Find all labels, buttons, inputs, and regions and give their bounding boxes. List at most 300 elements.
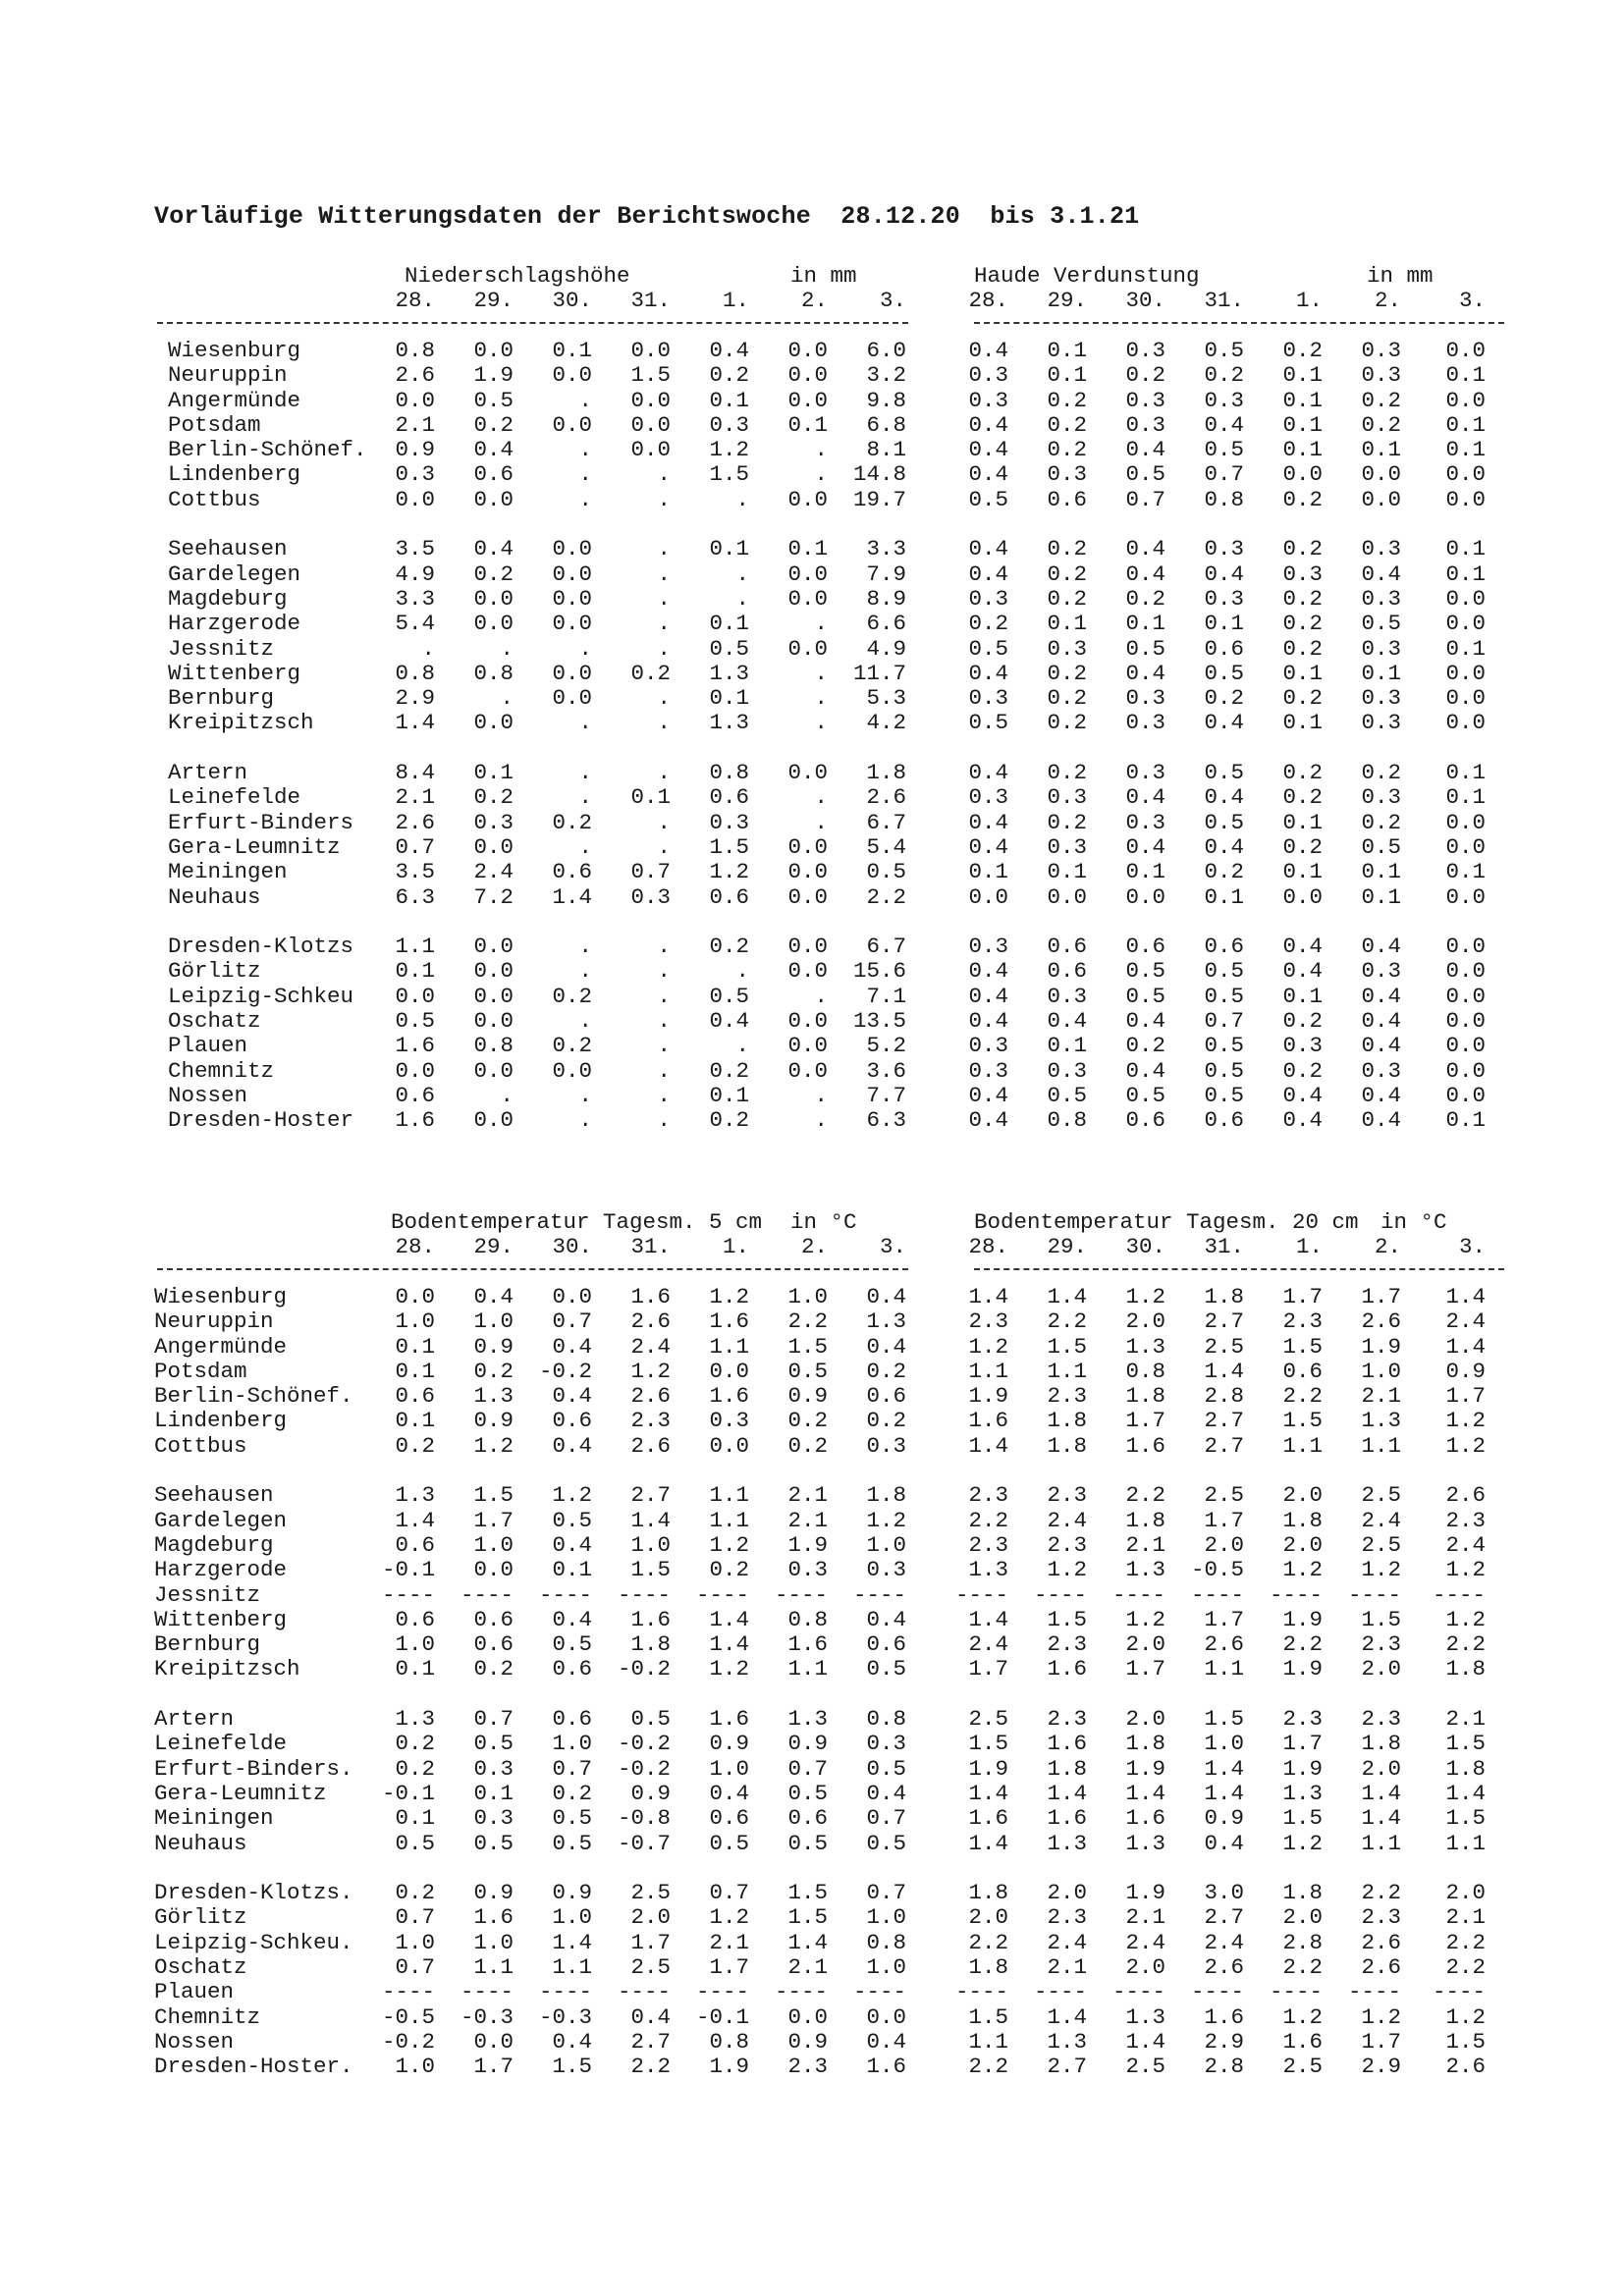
value-cell: ---- <box>617 1581 671 1608</box>
value-cell: 0.7 <box>395 1954 435 1981</box>
value-cell: 1.6 <box>709 1308 749 1335</box>
value-cell: . <box>657 611 671 637</box>
value-cell: 0.4 <box>968 958 1008 985</box>
value-cell: 0.9 <box>787 1383 828 1410</box>
value-cell: 0.1 <box>395 958 435 985</box>
value-cell: 2.4 <box>630 1333 671 1360</box>
value-cell: 0.2 <box>709 934 749 960</box>
value-cell: 0.3 <box>1282 1033 1323 1059</box>
value-cell: 1.0 <box>1204 1731 1244 1757</box>
value-cell: 0.0 <box>473 1557 514 1583</box>
value-cell: ---- <box>954 1979 1008 2005</box>
value-cell: . <box>657 833 671 860</box>
value-cell: 2.3 <box>1282 1706 1323 1733</box>
value-cell: 0.6 <box>709 883 749 910</box>
value-cell: . <box>735 585 749 612</box>
value-cell: 0.0 <box>473 1057 514 1084</box>
value-cell: . <box>814 1107 828 1134</box>
value-cell: 0.3 <box>968 362 1008 389</box>
value-cell: 1.0 <box>395 1308 435 1335</box>
value-cell: 2.2 <box>866 883 906 910</box>
value-cell: 0.2 <box>473 1358 514 1384</box>
value-cell: 0.1 <box>1125 859 1165 885</box>
value-cell: 0.7 <box>395 833 435 860</box>
value-cell: 2.7 <box>1204 1904 1244 1931</box>
value-cell: 0.2 <box>1282 635 1323 662</box>
value-cell: 0.2 <box>1125 585 1165 612</box>
value-cell: 0.1 <box>1204 883 1244 910</box>
value-cell: 2.0 <box>1125 1706 1165 1733</box>
value-cell: 1.1 <box>968 1358 1008 1384</box>
value-cell: 1.9 <box>787 1531 828 1558</box>
value-cell: 0.0 <box>630 387 671 413</box>
value-cell: 1.8 <box>1282 1507 1323 1533</box>
value-cell: 0.3 <box>866 1731 906 1757</box>
value-cell: 0.5 <box>1204 1082 1244 1108</box>
value-cell: 19.7 <box>852 486 906 512</box>
soil-temp-5cm-rule <box>157 1268 908 1270</box>
value-cell: 1.6 <box>1047 1731 1087 1757</box>
value-cell: 2.6 <box>1361 1308 1401 1335</box>
station-name: Plauen <box>154 1979 235 2005</box>
value-cell: . <box>500 635 514 662</box>
value-cell: 2.1 <box>787 1507 828 1533</box>
station-name: Angermünde <box>154 1333 288 1360</box>
value-cell: 0.6 <box>1047 486 1087 512</box>
value-cell: 5.4 <box>866 833 906 860</box>
value-cell: 7.2 <box>473 883 514 910</box>
value-cell: 0.2 <box>709 1057 749 1084</box>
precipitation-rule <box>157 322 908 324</box>
value-cell: 0.0 <box>1282 883 1323 910</box>
value-cell: ---- <box>617 1979 671 2005</box>
value-cell: 2.3 <box>787 2054 828 2080</box>
value-cell: 0.1 <box>1282 859 1323 885</box>
value-cell: 2.2 <box>1445 1954 1486 1981</box>
value-cell: 1.1 <box>1361 1432 1401 1459</box>
value-cell: 1.2 <box>1445 1432 1486 1459</box>
value-cell: 2.6 <box>1361 1929 1401 1955</box>
value-cell: 0.1 <box>1445 561 1486 587</box>
value-cell: 1.0 <box>709 1755 749 1782</box>
value-cell: 1.4 <box>709 1606 749 1632</box>
station-name: Gardelegen <box>168 561 301 587</box>
value-cell: 2.5 <box>968 1706 1008 1733</box>
value-cell: 0.5 <box>1204 1057 1244 1084</box>
upper-header-day-a: 2. <box>800 288 828 313</box>
value-cell: 3.2 <box>866 362 906 389</box>
value-cell: 2.7 <box>630 2028 671 2055</box>
value-cell: 2.3 <box>1361 1631 1401 1658</box>
value-cell: . <box>814 461 828 488</box>
value-cell: ---- <box>695 1581 749 1608</box>
value-cell: 0.9 <box>1204 1805 1244 1832</box>
value-cell: 0.2 <box>1047 585 1087 612</box>
value-cell: 0.0 <box>473 1008 514 1035</box>
value-cell: 0.5 <box>395 1830 435 1856</box>
value-cell: 0.3 <box>1361 958 1401 985</box>
value-cell: 0.2 <box>473 561 514 587</box>
value-cell: 0.4 <box>968 437 1008 463</box>
value-cell: 2.0 <box>1282 1482 1323 1509</box>
value-cell: 0.0 <box>630 411 671 438</box>
value-cell: 6.6 <box>866 611 906 637</box>
value-cell: -0.2 <box>538 1358 592 1384</box>
value-cell: 2.1 <box>709 1929 749 1955</box>
value-cell: 0.2 <box>1047 387 1087 413</box>
value-cell: 0.0 <box>787 760 828 786</box>
value-cell: . <box>578 958 592 985</box>
value-cell: 1.7 <box>1282 1731 1323 1757</box>
value-cell: 0.3 <box>1125 809 1165 835</box>
value-cell: 1.4 <box>1047 1284 1087 1309</box>
value-cell: 1.4 <box>1445 1284 1486 1309</box>
station-name: Chemnitz <box>154 2003 261 2030</box>
value-cell: 1.1 <box>552 1954 592 1981</box>
value-cell: 2.3 <box>630 1408 671 1434</box>
value-cell: 0.0 <box>1445 1033 1486 1059</box>
value-cell: 2.0 <box>1204 1531 1244 1558</box>
value-cell: 0.3 <box>1125 411 1165 438</box>
value-cell: 5.2 <box>866 1033 906 1059</box>
value-cell: 2.1 <box>1047 1954 1087 1981</box>
value-cell: 1.4 <box>552 1929 592 1955</box>
value-cell: 0.6 <box>552 1656 592 1682</box>
value-cell: 1.8 <box>1125 1383 1165 1410</box>
value-cell: 0.1 <box>1047 362 1087 389</box>
value-cell: 1.3 <box>473 1383 514 1410</box>
value-cell: 1.1 <box>395 934 435 960</box>
value-cell: 0.4 <box>1361 934 1401 960</box>
station-name: Leipzig-Schkeu. <box>154 1929 353 1955</box>
value-cell: 2.2 <box>968 1929 1008 1955</box>
value-cell: 0.4 <box>1204 710 1244 736</box>
value-cell: 0.8 <box>709 760 749 786</box>
value-cell: 1.7 <box>1125 1656 1165 1682</box>
value-cell: 0.4 <box>1125 437 1165 463</box>
value-cell: 2.3 <box>1047 1482 1087 1509</box>
value-cell: ---- <box>1033 1979 1087 2005</box>
value-cell: 0.7 <box>1204 1008 1244 1035</box>
value-cell: 2.4 <box>968 1631 1008 1658</box>
value-cell: 0.5 <box>1361 611 1401 637</box>
value-cell: 0.0 <box>1445 710 1486 736</box>
value-cell: 1.9 <box>1125 1755 1165 1782</box>
value-cell: 1.2 <box>552 1482 592 1509</box>
value-cell: 2.3 <box>1282 1308 1323 1335</box>
page-title: Vorläufige Witterungsdaten der Berichtswoche 28.12.20 bis 3.1.21 <box>154 202 1140 231</box>
value-cell: 8.1 <box>866 437 906 463</box>
value-cell: 1.6 <box>1125 1432 1165 1459</box>
value-cell: 0.0 <box>1445 338 1486 363</box>
value-cell: 1.3 <box>1361 1408 1401 1434</box>
lower-header-day-a: 28. <box>395 1234 435 1259</box>
value-cell: 2.5 <box>1204 1333 1244 1360</box>
station-name: Harzgerode <box>168 611 301 637</box>
value-cell: 0.9 <box>787 1731 828 1757</box>
value-cell: 0.9 <box>473 1333 514 1360</box>
value-cell: 0.0 <box>473 585 514 612</box>
value-cell: 1.0 <box>473 1308 514 1335</box>
station-name: Potsdam <box>168 411 261 438</box>
value-cell: 0.5 <box>1204 809 1244 835</box>
station-name: Bernburg <box>168 685 275 712</box>
value-cell: 0.2 <box>1282 760 1323 786</box>
value-cell: 1.6 <box>395 1033 435 1059</box>
value-cell: ---- <box>1111 1979 1165 2005</box>
lower-header-day-a: 29. <box>473 1234 514 1259</box>
value-cell: 0.3 <box>1125 387 1165 413</box>
value-cell: 0.2 <box>866 1408 906 1434</box>
value-cell: 0.0 <box>968 883 1008 910</box>
value-cell: 0.0 <box>473 338 514 363</box>
station-name: Wittenberg <box>154 1606 288 1632</box>
value-cell: 2.4 <box>1047 1929 1087 1955</box>
value-cell: 2.9 <box>1204 2028 1244 2055</box>
value-cell: 0.6 <box>473 1631 514 1658</box>
value-cell: 2.3 <box>968 1308 1008 1335</box>
value-cell: 0.0 <box>473 710 514 736</box>
value-cell: 0.0 <box>395 387 435 413</box>
value-cell: 0.1 <box>1125 611 1165 637</box>
value-cell: 3.0 <box>1204 1880 1244 1906</box>
value-cell: 0.8 <box>866 1706 906 1733</box>
value-cell: 2.1 <box>787 1482 828 1509</box>
value-cell: 1.5 <box>968 1731 1008 1757</box>
value-cell: . <box>657 760 671 786</box>
value-cell: 1.9 <box>709 2054 749 2080</box>
station-name: Wiesenburg <box>154 1284 288 1309</box>
value-cell: 0.6 <box>552 1706 592 1733</box>
station-name: Neuhaus <box>168 883 261 910</box>
value-cell: 0.5 <box>1204 760 1244 786</box>
value-cell: . <box>814 437 828 463</box>
value-cell: 13.5 <box>852 1008 906 1035</box>
value-cell: 0.2 <box>1204 859 1244 885</box>
value-cell: 3.3 <box>395 585 435 612</box>
value-cell: 0.2 <box>1361 760 1401 786</box>
value-cell: 1.5 <box>1445 1805 1486 1832</box>
value-cell: 1.5 <box>787 1333 828 1360</box>
value-cell: 0.1 <box>552 338 592 363</box>
value-cell: 0.4 <box>1125 784 1165 811</box>
value-cell: 0.2 <box>473 411 514 438</box>
value-cell: 0.2 <box>1282 611 1323 637</box>
value-cell: 2.2 <box>1282 1954 1323 1981</box>
value-cell: ---- <box>460 1581 514 1608</box>
value-cell: 0.4 <box>1204 561 1244 587</box>
value-cell: 1.4 <box>1047 2003 1087 2030</box>
value-cell: -0.5 <box>381 2003 435 2030</box>
value-cell: 0.3 <box>1047 461 1087 488</box>
value-cell: 0.4 <box>552 1333 592 1360</box>
value-cell: 0.9 <box>709 1731 749 1757</box>
value-cell: 0.2 <box>552 983 592 1009</box>
value-cell: 0.4 <box>968 1107 1008 1134</box>
value-cell: 0.3 <box>968 685 1008 712</box>
value-cell: 0.3 <box>1361 685 1401 712</box>
value-cell: 0.5 <box>866 859 906 885</box>
value-cell: 0.4 <box>1125 833 1165 860</box>
value-cell: 0.0 <box>1445 1057 1486 1084</box>
value-cell: 0.7 <box>866 1880 906 1906</box>
value-cell: 1.6 <box>630 1284 671 1309</box>
value-cell: 0.2 <box>1282 1057 1323 1084</box>
value-cell: 1.2 <box>1282 1830 1323 1856</box>
value-cell: 1.8 <box>866 760 906 786</box>
value-cell: 0.0 <box>552 1284 592 1309</box>
value-cell: 6.3 <box>866 1107 906 1134</box>
station-name: Artern <box>154 1706 235 1733</box>
value-cell: 1.3 <box>709 660 749 686</box>
value-cell: ---- <box>774 1979 828 2005</box>
value-cell: 1.3 <box>968 1557 1008 1583</box>
value-cell: 1.7 <box>1204 1606 1244 1632</box>
value-cell: 0.8 <box>866 1929 906 1955</box>
value-cell: 2.7 <box>630 1482 671 1509</box>
value-cell: 0.4 <box>968 760 1008 786</box>
value-cell: 1.5 <box>1204 1706 1244 1733</box>
value-cell: 2.3 <box>1047 1706 1087 1733</box>
evaporation-unit: in mm <box>1367 263 1434 289</box>
value-cell: 0.3 <box>968 585 1008 612</box>
upper-header-day-a: 1. <box>722 288 749 313</box>
station-name: Lindenberg <box>154 1408 288 1434</box>
station-name: Berlin-Schönef. <box>154 1383 353 1410</box>
value-cell: 1.0 <box>395 1631 435 1658</box>
value-cell: 2.4 <box>473 859 514 885</box>
value-cell: 0.1 <box>1047 859 1087 885</box>
station-name: Neuhaus <box>154 1830 247 1856</box>
value-cell: 0.0 <box>787 338 828 363</box>
station-name: Magdeburg <box>154 1531 274 1558</box>
value-cell: 0.3 <box>1361 536 1401 562</box>
value-cell: 0.1 <box>1361 883 1401 910</box>
value-cell: . <box>657 958 671 985</box>
value-cell: 0.1 <box>473 1780 514 1806</box>
value-cell: 0.4 <box>1204 784 1244 811</box>
value-cell: 0.3 <box>1361 362 1401 389</box>
value-cell: 0.4 <box>473 536 514 562</box>
value-cell: 2.8 <box>1282 1929 1323 1955</box>
station-name: Jessnitz <box>154 1581 261 1608</box>
value-cell: 0.0 <box>1445 833 1486 860</box>
value-cell: 0.2 <box>1282 536 1323 562</box>
station-name: Dresden-Klotzs. <box>154 1880 353 1906</box>
value-cell: 0.4 <box>968 411 1008 438</box>
value-cell: 0.1 <box>1445 362 1486 389</box>
value-cell: -0.3 <box>460 2003 514 2030</box>
value-cell: 1.4 <box>1204 1755 1244 1782</box>
value-cell: 0.8 <box>1125 1358 1165 1384</box>
value-cell: 0.1 <box>1282 387 1323 413</box>
value-cell: 4.2 <box>866 710 906 736</box>
value-cell: 0.1 <box>395 1408 435 1434</box>
station-name: Chemnitz <box>168 1057 275 1084</box>
value-cell: . <box>814 983 828 1009</box>
value-cell: 0.4 <box>1125 660 1165 686</box>
value-cell: 2.1 <box>1125 1531 1165 1558</box>
value-cell: 1.4 <box>1445 1780 1486 1806</box>
soil-temp-20cm-title: Bodentemperatur Tagesm. 20 cm <box>974 1209 1359 1235</box>
value-cell: 0.7 <box>866 1805 906 1832</box>
upper-header-day-b: 1. <box>1295 288 1323 313</box>
value-cell: 0.6 <box>1047 934 1087 960</box>
value-cell: 0.0 <box>473 833 514 860</box>
value-cell: . <box>657 561 671 587</box>
value-cell: 2.0 <box>1125 1631 1165 1658</box>
lower-header-day-b: 3. <box>1458 1234 1486 1259</box>
value-cell: 0.0 <box>1361 461 1401 488</box>
station-name: Görlitz <box>154 1904 247 1931</box>
value-cell: 0.0 <box>473 486 514 512</box>
value-cell: . <box>657 585 671 612</box>
value-cell: 1.2 <box>709 1656 749 1682</box>
upper-header-day-b: 28. <box>968 288 1008 313</box>
value-cell: 1.5 <box>630 362 671 389</box>
value-cell: 0.2 <box>630 660 671 686</box>
value-cell: ---- <box>538 1979 592 2005</box>
value-cell: 2.0 <box>1282 1531 1323 1558</box>
value-cell: 0.0 <box>1445 809 1486 835</box>
value-cell: 0.5 <box>968 635 1008 662</box>
value-cell: 0.0 <box>1445 387 1486 413</box>
value-cell: ---- <box>852 1581 906 1608</box>
lower-header-day-a: 31. <box>630 1234 671 1259</box>
value-cell: 2.7 <box>1204 1408 1244 1434</box>
value-cell: 2.4 <box>1047 1507 1087 1533</box>
value-cell: 1.2 <box>1282 1557 1323 1583</box>
value-cell: 0.6 <box>395 1531 435 1558</box>
value-cell: 0.6 <box>473 1606 514 1632</box>
value-cell: 0.0 <box>1445 958 1486 985</box>
value-cell: 0.7 <box>395 1904 435 1931</box>
value-cell: 2.6 <box>1445 2054 1486 2080</box>
value-cell: 0.5 <box>709 1830 749 1856</box>
value-cell: 0.0 <box>1445 1008 1486 1035</box>
value-cell: 0.1 <box>395 1333 435 1360</box>
value-cell: . <box>814 611 828 637</box>
value-cell: 0.3 <box>1361 1057 1401 1084</box>
value-cell: 0.6 <box>709 1805 749 1832</box>
value-cell: 1.8 <box>1047 1432 1087 1459</box>
value-cell: 0.5 <box>552 1631 592 1658</box>
value-cell: 0.3 <box>1361 784 1401 811</box>
value-cell: 2.5 <box>1361 1482 1401 1509</box>
value-cell: 2.4 <box>1125 1929 1165 1955</box>
value-cell: 0.5 <box>1047 1082 1087 1108</box>
value-cell: 0.4 <box>1047 1008 1087 1035</box>
value-cell: 0.4 <box>630 2003 671 2030</box>
value-cell: 1.5 <box>709 461 749 488</box>
value-cell: 0.6 <box>709 784 749 811</box>
value-cell: 1.5 <box>1445 1731 1486 1757</box>
value-cell: 2.8 <box>1204 1383 1244 1410</box>
value-cell: 3.6 <box>866 1057 906 1084</box>
value-cell: 1.9 <box>968 1755 1008 1782</box>
value-cell: 3.5 <box>395 859 435 885</box>
value-cell: 0.0 <box>787 486 828 512</box>
value-cell: 0.7 <box>709 1880 749 1906</box>
value-cell: . <box>657 710 671 736</box>
value-cell: 0.1 <box>1282 411 1323 438</box>
value-cell: ---- <box>1269 1979 1323 2005</box>
value-cell: 0.4 <box>968 1008 1008 1035</box>
value-cell: 0.0 <box>1125 883 1165 910</box>
value-cell: 0.5 <box>787 1780 828 1806</box>
value-cell: 1.5 <box>1282 1333 1323 1360</box>
value-cell: 0.2 <box>787 1432 828 1459</box>
